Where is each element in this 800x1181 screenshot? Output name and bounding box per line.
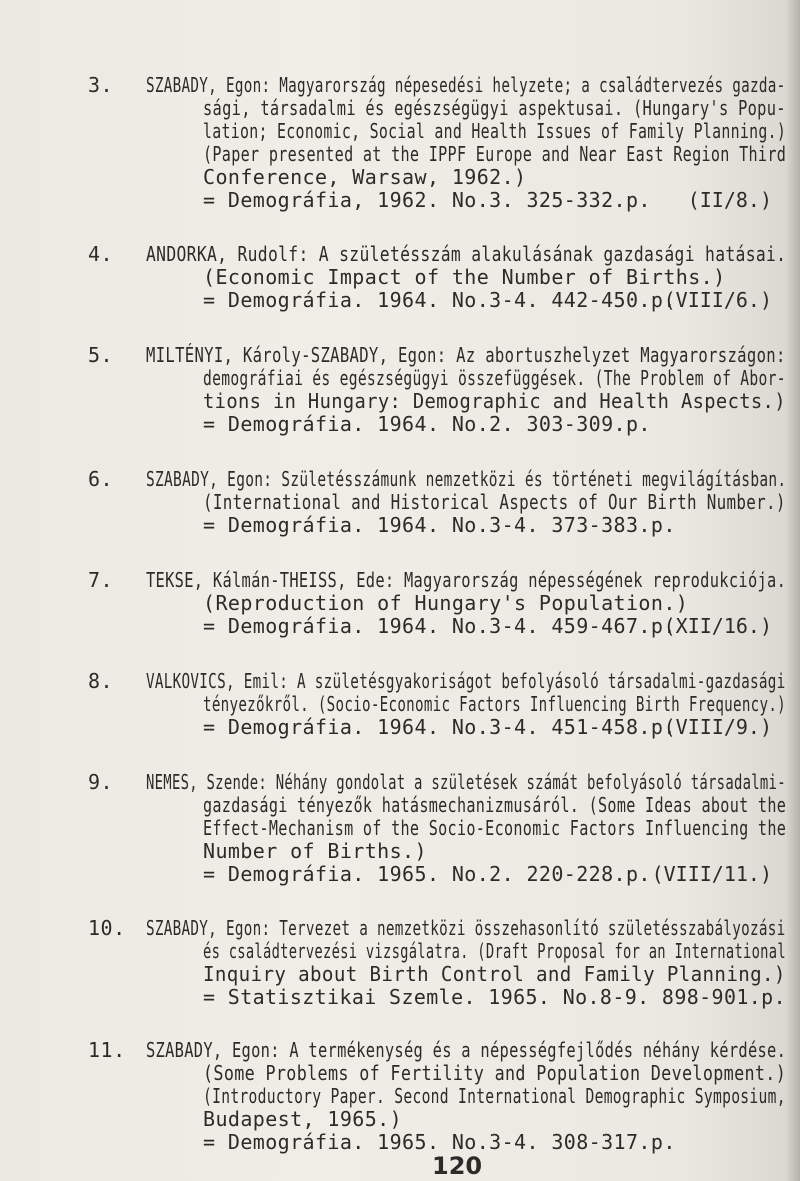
entry-reference-code: (VIII/6.) (663, 288, 772, 312)
entry-number: 11. (88, 1038, 126, 1062)
entry-number: 3. (88, 73, 114, 97)
entry-number: 6. (88, 467, 114, 491)
entry-line: VALKOVICS, Emil: A születésgyakoriságot befolyásoló társadalmi-gazdasági (146, 669, 786, 693)
entry-line: SZABADY, Egon: Tervezet a nemzetközi összehasonlító születésszabályozási (146, 916, 786, 940)
entry-line: (Paper presented at the IPPF Europe and Near East Region Third (203, 142, 787, 166)
entry-line: sági, társadalmi és egészségügyi aspektusai. (Hungary's Popu- (203, 96, 786, 120)
entry-citation: = Demográfia. 1964. No.2. 303-309.p. (203, 412, 651, 436)
entry-citation: = Demográfia. 1965. No.3-4. 308-317.p. (203, 1130, 676, 1154)
entry-line: SZABADY, Egon: A termékenység és a népességfejlődés néhány kérdése. (146, 1038, 787, 1062)
entry-line: (Economic Impact of the Number of Births.) (203, 265, 726, 289)
entry-line: SZABADY, Egon: Születésszámunk nemzetközi és történeti megvilágításban. (146, 467, 787, 491)
entry-line: Number of Births.) (203, 839, 427, 863)
entry-line: (Some Problems of Fertility and Population Development.) (203, 1061, 787, 1085)
entry-citation: = Demográfia. 1965. No.2. 220-228.p. (203, 862, 651, 886)
entry-line: demográfiai és egészségügyi összefüggések. (The Problem of Abor- (203, 366, 786, 390)
entry-citation: = Statisztikai Szemle. 1965. No.8-9. 898-901.p. (203, 985, 786, 1009)
entry-line: TEKSE, Kálmán-THEISS, Ede: Magyarország népességének reprodukciója. (146, 568, 787, 592)
entry-line: lation; Economic, Social and Health Issues of Family Planning.) (203, 119, 787, 143)
entry-line: (International and Historical Aspects of Our Birth Number.) (203, 490, 786, 514)
page-edge-shadow (786, 0, 800, 1181)
entry-number: 9. (88, 770, 114, 794)
entry-line: Budapest, 1965.) (203, 1107, 403, 1131)
entry-number: 7. (88, 568, 114, 592)
entry-number: 4. (88, 242, 114, 266)
entry-line: Conference, Warsaw, 1962.) (203, 165, 527, 189)
entry-line: (Reproduction of Hungary's Population.) (203, 591, 689, 615)
entry-line: ANDORKA, Rudolf: A születésszám alakulásának gazdasági hatásai. (146, 242, 787, 266)
entry-number: 5. (88, 343, 114, 367)
entry-citation: = Demográfia. 1964. No.3-4. 451-458.p. (203, 715, 676, 739)
entry-number: 10. (88, 916, 126, 940)
entry-line: NEMES, Szende: Néhány gondolat a születések számát befolyásoló társadalmi- (146, 770, 786, 794)
entry-citation: = Demográfia. 1964. No.3-4. 442-450.p. (203, 288, 676, 312)
entry-line: (Introductory Paper. Second International Demographic Symposium, (203, 1084, 786, 1108)
entry-line: Inquiry about Birth Control and Family Planning.) (203, 962, 786, 986)
page-number: 120 (432, 1152, 483, 1180)
entry-line: gazdasági tényezők hatásmechanizmusáról. (Some Ideas about the (203, 793, 787, 817)
entry-line: SZABADY, Egon: Magyarország népesedési helyzete; a családtervezés gazda- (146, 73, 786, 97)
entry-line: Effect-Mechanism of the Socio-Economic Factors Influencing the (203, 816, 787, 840)
entry-citation: = Demográfia, 1962. No.3. 325-332.p. (203, 188, 651, 212)
entry-line: tényezőkről. (Socio-Economic Factors Influencing Birth Frequency.) (203, 692, 786, 716)
entry-reference-code: (VIII/11.) (651, 862, 772, 886)
entry-reference-code: (XII/16.) (663, 614, 772, 638)
entry-reference-code: (VIII/9.) (663, 715, 772, 739)
entry-citation: = Demográfia. 1964. No.3-4. 373-383.p. (203, 513, 676, 537)
entry-number: 8. (88, 669, 114, 693)
entry-line: és családtervezési vizsgálatra. (Draft Proposal for an International (203, 939, 786, 963)
entry-line: MILTÉNYI, Károly-SZABADY, Egon: Az abortuszhelyzet Magyarországon: (146, 343, 786, 367)
entry-reference-code: (II/8.) (687, 188, 772, 212)
entry-line: tions in Hungary: Demographic and Health Aspects.) (203, 389, 786, 413)
entry-citation: = Demográfia. 1964. No.3-4. 459-467.p. (203, 614, 676, 638)
